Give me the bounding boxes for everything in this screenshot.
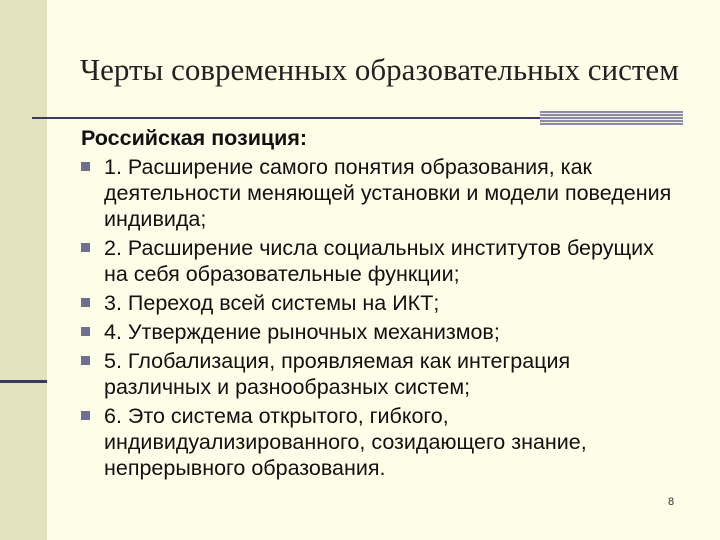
square-bullet-icon [81,356,90,365]
slide-body [81,125,681,484]
list-item-text: 3. Переход всей системы на ИКТ; [104,291,440,315]
bullet-list [81,154,681,481]
list-item [81,403,681,481]
list-item-text: 2. Расширение числа социальных институтов берущих на себя образовательные функции; [104,236,654,286]
square-bullet-icon [81,298,90,307]
list-item [81,235,681,287]
divider-accent-block [540,111,683,125]
slide-title: Черты современных образовательных систем [80,52,679,87]
square-bullet-icon [81,411,90,420]
list-item [81,154,681,232]
square-bullet-icon [81,327,90,336]
square-bullet-icon [81,162,90,171]
left-sidebar-band [0,0,47,540]
list-item [81,348,681,400]
list-item [81,319,681,345]
page-number: 8 [668,496,675,508]
section-heading: Российская позиция: [81,126,308,150]
list-item [81,290,681,316]
list-item-text: 5. Глобализация, проявляемая как интеграция различных и разнообразных систем; [104,349,571,399]
list-item-text: 4. Утверждение рыночных механизмов; [104,320,500,344]
sidebar-accent-line [0,380,47,383]
square-bullet-icon [81,243,90,252]
list-item-text: 1. Расширение самого понятия образования, как деятельности меняющей установки и модели поведения индивида; [104,155,672,231]
list-item-text: 6. Это система открытого, гибкого, индивидуализированного, созидающего знание, непрерывного образования. [104,404,587,480]
